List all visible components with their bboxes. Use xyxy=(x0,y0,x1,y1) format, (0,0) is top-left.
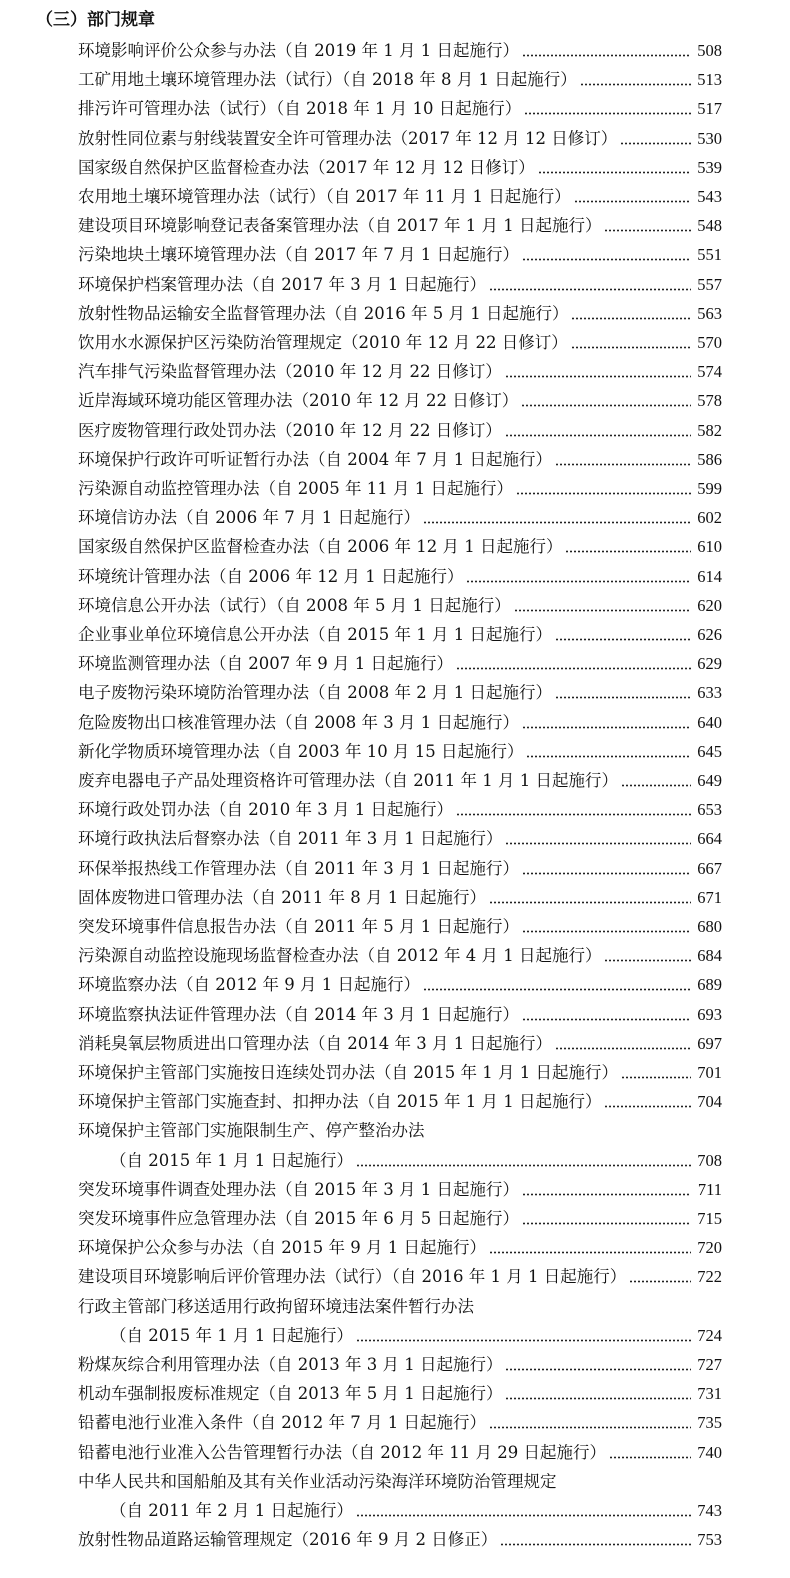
toc-entry-page-number: 582 xyxy=(697,420,722,440)
toc-entry-page-number: 697 xyxy=(697,1033,722,1053)
toc-entry-title: 环保举报热线工作管理办法（自 2011 年 3 月 1 日起施行） xyxy=(78,858,519,878)
dot-leader xyxy=(423,521,691,524)
toc-entry-page-number: 680 xyxy=(697,917,722,936)
dot-leader xyxy=(609,1456,691,1459)
toc-entry-title: 农用地土壤环境管理办法（试行）（自 2017 年 11 月 1 日起施行） xyxy=(78,187,571,206)
toc-entry[interactable] xyxy=(78,184,722,210)
dot-leader xyxy=(489,1426,691,1429)
dot-leader xyxy=(356,1339,691,1342)
dot-leader xyxy=(489,288,691,291)
toc-entry-title: 突发环境事件信息报告办法（自 2011 年 5 月 1 日起施行） xyxy=(78,917,519,936)
toc-entry-page-number: 653 xyxy=(697,800,722,820)
toc-entry-title: 饮用水水源保护区污染防治管理规定（2010 年 12 月 22 日修订） xyxy=(78,333,568,352)
dot-leader xyxy=(505,842,691,845)
toc-entry[interactable] xyxy=(78,534,722,560)
toc-entry-title: 消耗臭氧层物质进出口管理办法（自 2014 年 3 月 1 日起施行） xyxy=(78,1033,552,1053)
toc-entry-page-number: 667 xyxy=(697,858,722,878)
toc-entry[interactable] xyxy=(78,155,722,181)
toc-entry-page-number: 743 xyxy=(697,1501,722,1520)
toc-entry[interactable] xyxy=(78,943,722,969)
toc-entry-page-number: 574 xyxy=(697,362,722,382)
toc-entry-page-number: 508 xyxy=(697,41,722,60)
toc-entry-page-number: 727 xyxy=(697,1355,722,1374)
toc-entry[interactable] xyxy=(78,739,722,765)
dot-leader xyxy=(522,872,691,875)
toc-entry[interactable] xyxy=(78,914,722,940)
toc-entry-title: 环境行政处罚办法（自 2010 年 3 月 1 日起施行） xyxy=(78,800,453,820)
toc-entry[interactable] xyxy=(110,1323,722,1349)
dot-leader xyxy=(522,930,691,933)
toc-entry[interactable] xyxy=(78,67,722,93)
toc-entry-page-number: 586 xyxy=(697,449,722,469)
toc-entry[interactable] xyxy=(78,797,722,823)
toc-entry-title: （自 2011 年 2 月 1 日起施行） xyxy=(110,1501,353,1520)
toc-entry-title: 国家级自然保护区监督检查办法（2017 年 12 月 12 日修订） xyxy=(78,157,535,177)
toc-entry-page-number: 548 xyxy=(697,216,722,236)
dot-leader xyxy=(604,959,691,962)
toc-entry-page-number: 557 xyxy=(697,274,722,294)
toc-entry[interactable] xyxy=(78,476,722,502)
dot-leader xyxy=(500,1543,691,1546)
toc-entry[interactable] xyxy=(78,505,722,531)
toc-entry[interactable] xyxy=(78,1089,722,1115)
toc-entry-page-number: 715 xyxy=(697,1209,722,1228)
toc-entry[interactable] xyxy=(78,1381,722,1407)
dot-leader xyxy=(522,1193,691,1196)
dot-leader xyxy=(574,200,691,203)
toc-entry[interactable] xyxy=(78,330,722,356)
toc-entry-title: 污染源自动监控管理办法（自 2005 年 11 月 1 日起施行） xyxy=(78,479,513,498)
dot-leader xyxy=(604,1105,691,1108)
dot-leader xyxy=(571,346,691,349)
toc-entry[interactable] xyxy=(78,1118,722,1144)
toc-entry[interactable] xyxy=(78,1527,722,1553)
dot-leader xyxy=(522,1222,691,1225)
toc-entry-title: 环境保护主管部门实施按日连续处罚办法（自 2015 年 1 月 1 日起施行） xyxy=(78,1063,618,1082)
toc-entry-page-number: 530 xyxy=(697,128,722,148)
toc-entry-title: 环境保护主管部门实施查封、扣押办法（自 2015 年 1 月 1 日起施行） xyxy=(78,1092,602,1112)
dot-leader xyxy=(466,580,691,583)
toc-entry-page-number: 671 xyxy=(697,887,722,907)
toc-entry-title: （自 2015 年 1 月 1 日起施行） xyxy=(110,1150,353,1170)
toc-entry-page-number: 614 xyxy=(697,566,722,586)
toc-entry[interactable] xyxy=(78,1060,722,1086)
toc-entry-title: 机动车强制报废标准规定（自 2013 年 5 月 1 日起施行） xyxy=(78,1384,503,1404)
toc-entry-title: 放射性同位素与射线装置安全许可管理办法（2017 年 12 月 12 日修订） xyxy=(78,128,618,148)
toc-entry-title: 建设项目环境影响后评价管理办法（试行）（自 2016 年 1 月 1 日起施行） xyxy=(78,1267,627,1287)
toc-entry[interactable] xyxy=(78,1264,722,1290)
dot-leader xyxy=(629,1280,691,1283)
toc-entry-title: 新化学物质环境管理办法（自 2003 年 10 月 15 日起施行） xyxy=(78,741,524,761)
toc-entry-title: 危险废物出口核准管理办法（自 2008 年 3 月 1 日起施行） xyxy=(78,712,519,732)
toc-entry-title: 放射性物品运输安全监督管理办法（自 2016 年 5 月 1 日起施行） xyxy=(78,303,569,323)
toc-entry-page-number: 708 xyxy=(697,1150,722,1170)
toc-entry-page-number: 610 xyxy=(697,537,722,557)
toc-entry[interactable] xyxy=(78,593,722,619)
dot-leader xyxy=(505,1397,691,1400)
toc-entry[interactable] xyxy=(78,301,722,327)
toc-entry[interactable] xyxy=(110,1148,722,1174)
dot-leader xyxy=(555,1047,691,1050)
toc-entry-page-number: 633 xyxy=(697,683,722,703)
toc-entry-title: 环境行政执法后督察办法（自 2011 年 3 月 1 日起施行） xyxy=(78,829,503,849)
toc-entry[interactable] xyxy=(78,826,722,852)
toc-entry[interactable] xyxy=(78,388,722,414)
dot-leader xyxy=(555,463,691,466)
dot-leader xyxy=(571,317,691,320)
toc-entry-page-number: 711 xyxy=(697,1179,722,1199)
toc-entry-page-number: 649 xyxy=(697,771,722,790)
toc-entry-title: 工矿用地土壤环境管理办法（试行）（自 2018 年 8 月 1 日起施行） xyxy=(78,70,577,90)
toc-entry[interactable] xyxy=(78,213,722,239)
dot-leader xyxy=(522,54,691,57)
toc-entry[interactable] xyxy=(110,1498,722,1524)
toc-entry-page-number: 539 xyxy=(697,157,722,177)
toc-entry-page-number: 629 xyxy=(697,654,722,674)
toc-entry-title: 企业事业单位环境信息公开办法（自 2015 年 1 月 1 日起施行） xyxy=(78,625,552,644)
toc-entry-title: 铅蓄电池行业准入条件（自 2012 年 7 月 1 日起施行） xyxy=(78,1413,486,1433)
toc-entry[interactable] xyxy=(78,1002,722,1028)
dot-leader xyxy=(580,83,691,86)
dot-leader xyxy=(555,638,691,641)
toc-entry[interactable] xyxy=(78,885,722,911)
toc-entry[interactable] xyxy=(78,564,722,590)
toc-entry-title: 放射性物品道路运输管理规定（2016 年 9 月 2 日修正） xyxy=(78,1530,498,1550)
dot-leader xyxy=(538,171,691,174)
toc-entry[interactable] xyxy=(78,710,722,736)
toc-entry[interactable] xyxy=(78,1206,722,1232)
toc-entry-page-number: 724 xyxy=(697,1325,722,1345)
dot-leader xyxy=(356,1164,691,1167)
dot-leader xyxy=(621,784,691,787)
toc-entry[interactable] xyxy=(78,38,722,64)
toc-entry[interactable] xyxy=(78,272,722,298)
toc-entry-page-number: 599 xyxy=(697,479,722,498)
dot-leader xyxy=(604,229,691,232)
toc-entry-title: 近岸海域环境功能区管理办法（2010 年 12 月 22 日修订） xyxy=(78,391,519,411)
dot-leader xyxy=(522,1018,691,1021)
toc-entry[interactable] xyxy=(78,96,722,122)
dot-leader xyxy=(522,726,691,729)
toc-entry-page-number: 740 xyxy=(697,1442,722,1462)
toc-entry[interactable] xyxy=(78,447,722,473)
toc-entry-page-number: 720 xyxy=(697,1238,722,1258)
toc-entry-page-number: 645 xyxy=(697,741,722,761)
dot-leader xyxy=(526,755,691,758)
toc-entry-page-number: 753 xyxy=(697,1530,722,1550)
toc-entry-page-number: 693 xyxy=(697,1004,722,1024)
toc-entry-title: 排污许可管理办法（试行）（自 2018 年 1 月 10 日起施行） xyxy=(78,99,522,119)
dot-leader xyxy=(516,492,691,495)
toc-entry-page-number: 664 xyxy=(697,829,722,849)
toc-entry-title: 环境保护主管部门实施限制生产、停产整治办法 xyxy=(78,1121,425,1141)
toc-entry-title: 铅蓄电池行业准入公告管理暂行办法（自 2012 年 11 月 29 日起施行） xyxy=(78,1442,606,1462)
toc-entry-title: 环境保护行政许可听证暂行办法（自 2004 年 7 月 1 日起施行） xyxy=(78,449,552,469)
dot-leader xyxy=(489,901,691,904)
toc-entry-title: 环境监察办法（自 2012 年 9 月 1 日起施行） xyxy=(78,975,420,995)
dot-leader xyxy=(555,696,691,699)
toc-entry-page-number: 602 xyxy=(697,508,722,528)
toc-entry-title: 环境信访办法（自 2006 年 7 月 1 日起施行） xyxy=(78,508,420,528)
toc-entry[interactable] xyxy=(78,126,722,152)
toc-entry-page-number: 543 xyxy=(697,187,722,206)
toc-entry-title: 中华人民共和国船舶及其有关作业活动污染海洋环境防治管理规定 xyxy=(78,1471,557,1491)
toc-entry[interactable] xyxy=(78,1410,722,1436)
toc-entry-title: 污染地块土壤环境管理办法（自 2017 年 7 月 1 日起施行） xyxy=(78,245,519,265)
toc-entry-title: 固体废物进口管理办法（自 2011 年 8 月 1 日起施行） xyxy=(78,887,486,907)
dot-leader xyxy=(489,1251,691,1254)
toc-entry[interactable] xyxy=(78,768,722,794)
toc-entry-page-number: 701 xyxy=(697,1063,722,1082)
toc-entry-page-number: 517 xyxy=(697,99,722,119)
toc-entry[interactable] xyxy=(78,359,722,385)
toc-entry[interactable] xyxy=(78,856,722,882)
toc-entry-title: （自 2015 年 1 月 1 日起施行） xyxy=(110,1325,353,1345)
toc-entry-title: 行政主管部门移送适用行政拘留环境违法案件暂行办法 xyxy=(78,1296,474,1316)
toc-entry-title: 粉煤灰综合利用管理办法（自 2013 年 3 月 1 日起施行） xyxy=(78,1355,503,1374)
dot-leader xyxy=(522,258,691,261)
toc-entry[interactable] xyxy=(78,1294,722,1320)
dot-leader xyxy=(356,1514,691,1517)
dot-leader xyxy=(621,1076,691,1079)
toc-entry-page-number: 570 xyxy=(697,333,722,352)
toc-entry-title: 环境监察执法证件管理办法（自 2014 年 3 月 1 日起施行） xyxy=(78,1004,519,1024)
dot-leader xyxy=(514,609,691,612)
toc-entry-page-number: 620 xyxy=(697,595,722,615)
toc-entry[interactable] xyxy=(78,1440,722,1466)
toc-entry-title: 建设项目环境影响登记表备案管理办法（自 2017 年 1 月 1 日起施行） xyxy=(78,216,602,236)
toc-entry-page-number: 513 xyxy=(697,70,722,90)
toc-entry-title: 医疗废物管理行政处罚办法（2010 年 12 月 22 日修订） xyxy=(78,420,502,440)
toc-entry-title: 环境影响评价公众参与办法（自 2019 年 1 月 1 日起施行） xyxy=(78,41,519,60)
toc-entry[interactable] xyxy=(78,972,722,998)
toc-entry[interactable] xyxy=(78,1235,722,1261)
toc-entry-title: 突发环境事件应急管理办法（自 2015 年 6 月 5 日起施行） xyxy=(78,1209,519,1228)
dot-leader xyxy=(456,813,691,816)
toc-entry[interactable] xyxy=(78,1352,722,1378)
toc-entry-page-number: 684 xyxy=(697,946,722,966)
dot-leader xyxy=(505,1368,691,1371)
dot-leader xyxy=(423,988,691,991)
toc-entry-title: 环境保护档案管理办法（自 2017 年 3 月 1 日起施行） xyxy=(78,274,486,294)
toc-entry-title: 环境监测管理办法（自 2007 年 9 月 1 日起施行） xyxy=(78,654,453,674)
toc-entry-page-number: 704 xyxy=(697,1092,722,1112)
toc-entry-page-number: 626 xyxy=(697,625,722,644)
toc-entry-page-number: 551 xyxy=(697,245,722,265)
toc-entry[interactable] xyxy=(78,1031,722,1057)
dot-leader xyxy=(565,550,691,553)
toc-entry-title: 突发环境事件调查处理办法（自 2015 年 3 月 1 日起施行） xyxy=(78,1179,519,1199)
dot-leader xyxy=(505,375,691,378)
toc-entry-page-number: 722 xyxy=(697,1267,722,1287)
toc-entry[interactable] xyxy=(78,242,722,268)
toc-entry-title: 电子废物污染环境防治管理办法（自 2008 年 2 月 1 日起施行） xyxy=(78,683,552,703)
toc-entry-title: 汽车排气污染监督管理办法（2010 年 12 月 22 日修订） xyxy=(78,362,502,382)
toc-entry-title: 环境信息公开办法（试行）（自 2008 年 5 月 1 日起施行） xyxy=(78,595,511,615)
toc-entry-page-number: 563 xyxy=(697,303,722,323)
toc-entry[interactable] xyxy=(78,418,722,444)
toc-entry-title: 国家级自然保护区监督检查办法（自 2006 年 12 月 1 日起施行） xyxy=(78,537,563,557)
dot-leader xyxy=(524,112,691,115)
toc-entry[interactable] xyxy=(78,1469,722,1495)
toc-entry-title: 环境保护公众参与办法（自 2015 年 9 月 1 日起施行） xyxy=(78,1238,486,1258)
toc-entry-title: 污染源自动监控设施现场监督检查办法（自 2012 年 4 月 1 日起施行） xyxy=(78,946,602,966)
toc-entry-page-number: 731 xyxy=(697,1384,722,1404)
toc-entry[interactable] xyxy=(78,622,722,648)
toc-entry-page-number: 689 xyxy=(697,975,722,995)
toc-entry[interactable] xyxy=(78,651,722,677)
toc-entry-page-number: 640 xyxy=(697,712,722,732)
toc-entry-page-number: 735 xyxy=(697,1413,722,1433)
toc-entry-title: 环境统计管理办法（自 2006 年 12 月 1 日起施行） xyxy=(78,566,464,586)
toc-entry-page-number: 578 xyxy=(697,391,722,411)
dot-leader xyxy=(505,434,691,437)
toc-entry-title: 废弃电器电子产品处理资格许可管理办法（自 2011 年 1 月 1 日起施行） xyxy=(78,771,618,790)
section-heading: （三）部门规章 xyxy=(36,10,155,30)
dot-leader xyxy=(456,667,691,670)
dot-leader xyxy=(620,142,691,145)
toc-entry[interactable] xyxy=(78,1177,722,1203)
toc-entry[interactable] xyxy=(78,680,722,706)
dot-leader xyxy=(521,404,691,407)
